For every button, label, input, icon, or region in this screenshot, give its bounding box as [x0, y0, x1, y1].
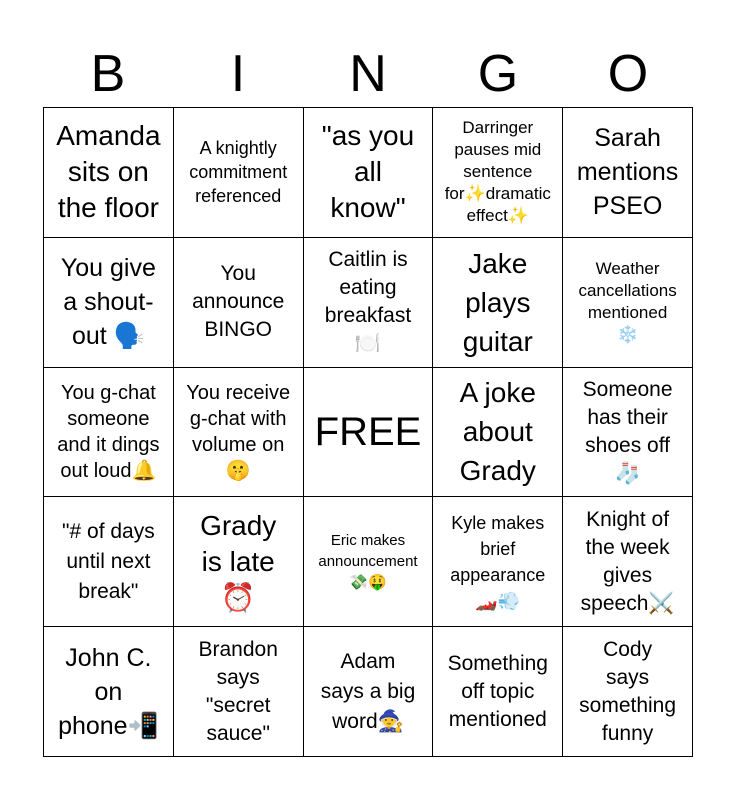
bingo-cell[interactable]: Grady is late ⏰ [174, 497, 304, 627]
bingo-cell[interactable]: You announce BINGO [174, 238, 304, 368]
bingo-cell[interactable]: Darringer pauses mid sentence for✨dramatic effect✨ [433, 108, 563, 238]
header-letter-i: I [230, 45, 246, 103]
bingo-cell[interactable]: "as you all know" [304, 108, 434, 238]
header-letter-g: G [477, 45, 519, 103]
bingo-cell[interactable]: A joke about Grady [433, 368, 563, 498]
bingo-cell[interactable]: Someone has their shoes off 🧦 [563, 368, 693, 498]
bingo-cell[interactable]: Jake plays guitar [433, 238, 563, 368]
bingo-cell[interactable]: Brandon says "secret sauce" [174, 627, 304, 757]
bingo-cell[interactable]: Weather cancellations mentioned ❄️ [563, 238, 693, 368]
header-letter-o: O [607, 45, 649, 103]
bingo-board [43, 107, 693, 757]
bingo-cell[interactable]: Eric makes announcement 💸🤑 [304, 497, 434, 627]
bingo-cell[interactable]: You give a shout- out 🗣️ [44, 238, 174, 368]
bingo-cell[interactable]: Cody says something funny [563, 627, 693, 757]
header-letter-n: N [349, 45, 387, 103]
bingo-cell[interactable]: Adam says a big word🧙 [304, 627, 434, 757]
bingo-cell[interactable]: Something off topic mentioned [433, 627, 563, 757]
bingo-cell[interactable]: Kyle makes brief appearance 🏎️💨 [433, 497, 563, 627]
header-letter-b: B [90, 45, 126, 103]
bingo-cell[interactable]: "# of days until next break" [44, 497, 174, 627]
bingo-header [43, 40, 693, 108]
bingo-cell[interactable]: Amanda sits on the floor [44, 108, 174, 238]
bingo-cell[interactable]: You g-chat someone and it dings out loud🔔 [44, 368, 174, 498]
bingo-cell[interactable]: John C. on phone📲 [44, 627, 174, 757]
bingo-cell[interactable]: Caitlin is eating breakfast 🍽️ [304, 238, 434, 368]
bingo-cell[interactable]: Sarah mentions PSEO [563, 108, 693, 238]
bingo-cell[interactable]: Knight of the week gives speech⚔️ [563, 497, 693, 627]
bingo-cell[interactable]: You receive g-chat with volume on 🤫 [174, 368, 304, 498]
bingo-cell[interactable]: A knightly commitment referenced [174, 108, 304, 238]
free-space[interactable]: FREE [304, 368, 434, 498]
